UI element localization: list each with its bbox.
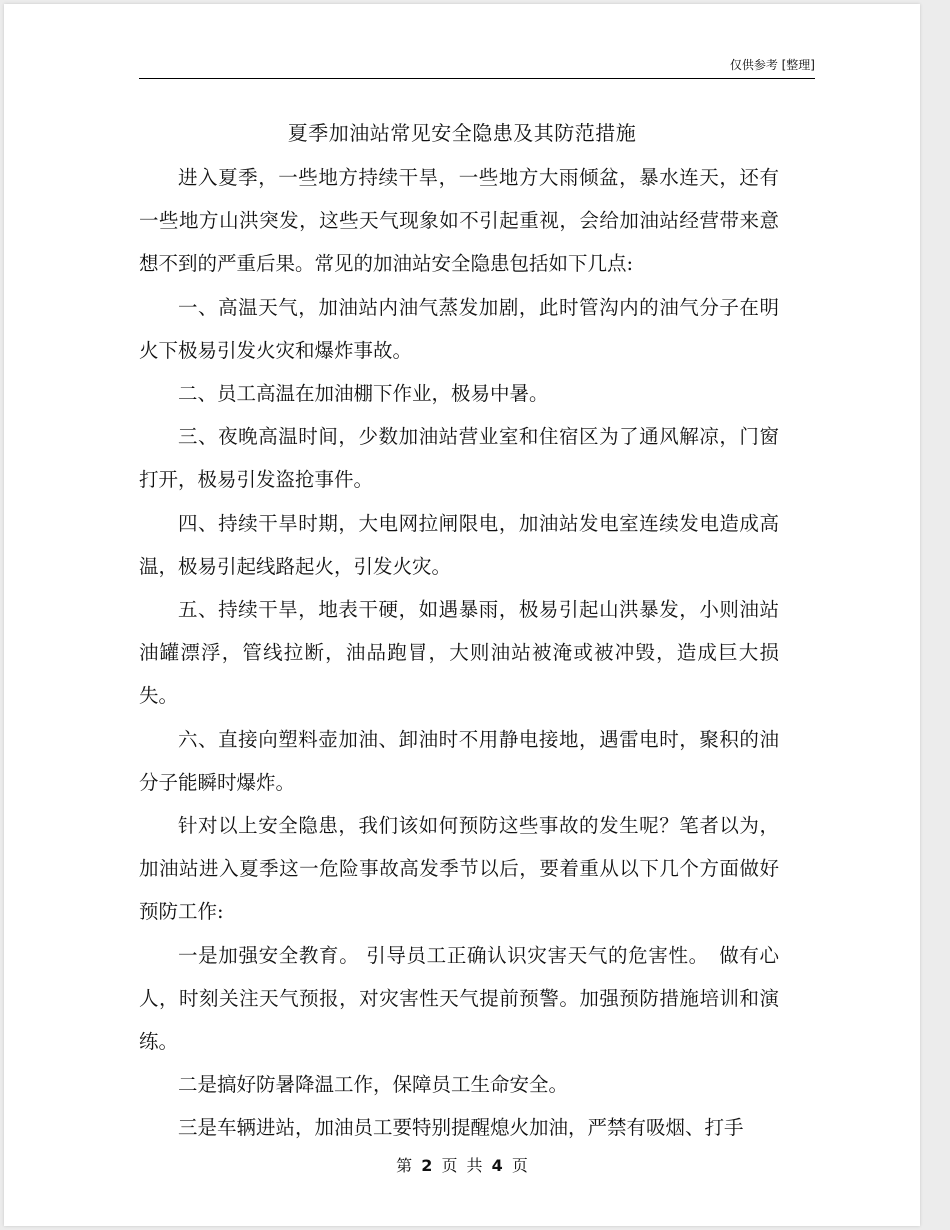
paragraph: 针对以上安全隐患，我们该如何预防这些事故的发生呢？笔者以为，加油站进入夏季这一危险事故高发季节以后，要着重从以下几个方面做好预防工作: [139,814,779,924]
total-pages-number: 4 [491,1156,503,1175]
document-page [4,4,920,1226]
paragraph: 四、持续干旱时期，大电网拉闸限电，加油站发电室连续发电造成高温，极易引起线路起火，引发火灾。 [139,511,779,578]
paragraph: 二是搞好防暑降温工作，保障员工生命安全。 [178,1073,569,1097]
footer-suffix: 页 [511,1156,528,1175]
paragraph: 进入夏季，一些地方持续干旱，一些地方大雨倾盆，暴水连天，还有一些地方山洪突发，这些天气现象如不引起重视，会给加油站经营带来意想不到的严重后果。常见的加油站安全隐患包括如下几点: [139,166,779,276]
page-footer [4,1153,920,1176]
paragraph: 六、直接向塑料壶加油、卸油时不用静电接地，遇雷电时，聚积的油分子能瞬时爆炸。 [139,727,779,794]
paragraph: 一、高温天气，加油站内油气蒸发加剧，此时管沟内的油气分子在明火下极易引发火灾和爆炸事故。 [139,295,779,362]
paragraph: 一是加强安全教育。 引导员工正确认识灾害天气的危害性。 做有心人，时刻关注天气预报，对灾害性天气提前预警。加强预防措施培训和演练。 [139,943,779,1054]
paragraph: 三、夜晚高温时间，少数加油站营业室和住宿区为了通风解凉，门窗打开，极易引发盗抢事件。 [139,425,779,492]
document-title: 夏季加油站常见安全隐患及其防范措施 [287,121,637,145]
footer-prefix: 第 [396,1156,413,1175]
paragraph: 五、持续干旱，地表干硬，如遇暴雨，极易引起山洪暴发，小则油站油罐漂浮，管线拉断，油品跑冒，大则油站被淹或被冲毁，造成巨大损失。 [139,598,779,708]
paragraph: 三是车辆进站，加油员工要特别提醒熄火加油，严禁有吸烟、打手 [178,1116,744,1140]
document-body [139,156,779,1150]
current-page-number: 2 [421,1156,433,1175]
footer-middle: 页 共 [441,1156,483,1175]
page-header: 仅供参考 [整理] [139,56,815,79]
paragraph: 二、员工高温在加油棚下作业，极易中暑。 [178,382,549,406]
